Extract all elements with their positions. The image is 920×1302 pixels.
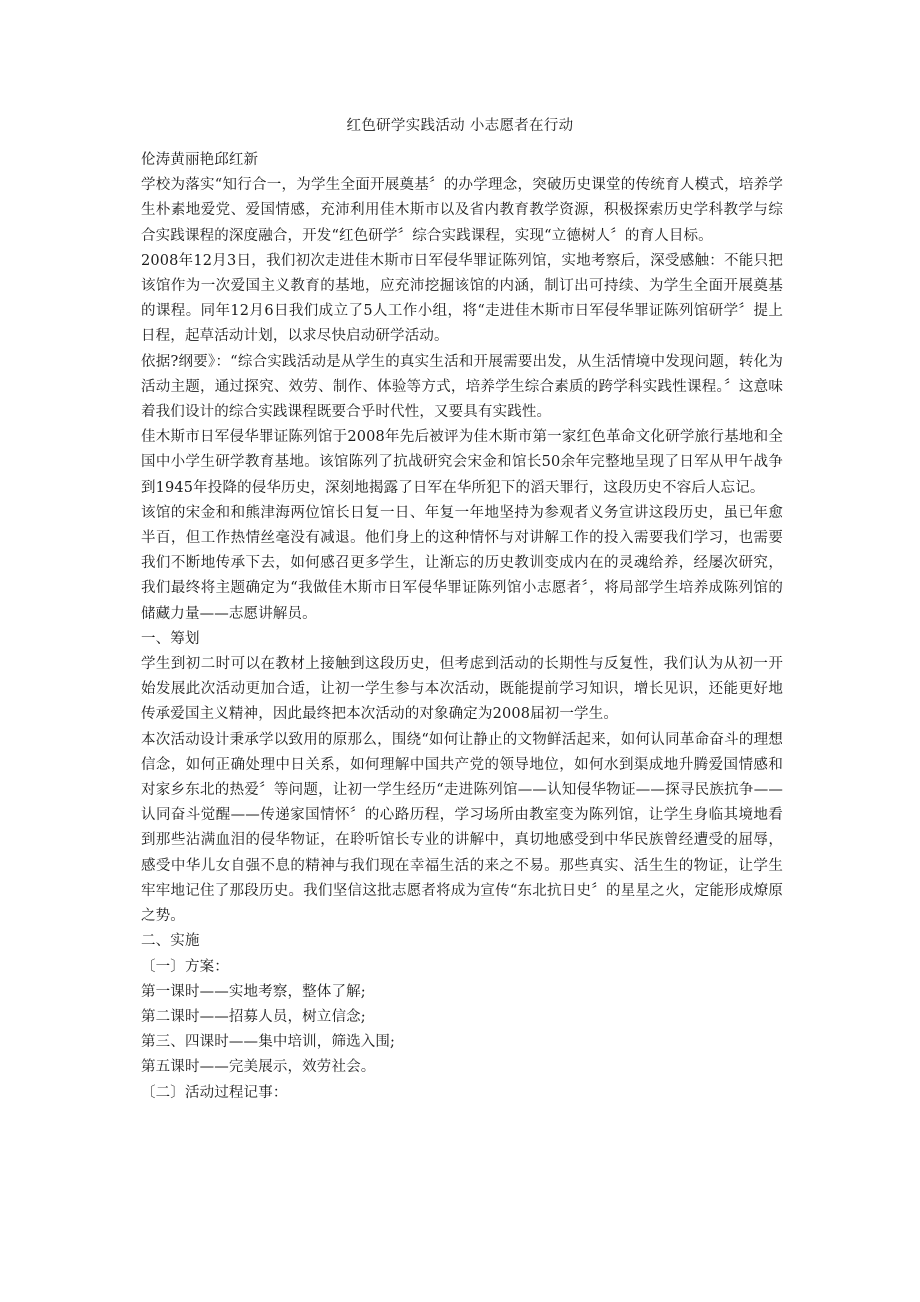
plan-item-lesson-3-4: 第三、四课时——集中培训，筛选入围; (141, 1034, 396, 1051)
page-title: 红色研学实践活动 小志愿者在行动 (346, 118, 574, 134)
paragraph-curators: 该馆的宋金和和熊津海两位馆长日复一日、年复一年地坚持为参观者义务宣讲这段历史，虽已年愈半百，但工作热情丝毫没有减退。他们身上的这种情怀与对讲解工作的投入需要我们学习，也需要我们不断地传承下去，如何感召更多学生，让渐忘的历史教训变成内在的灵魂给养，经屡次研究，我们最终将主题确定为“我做佳木斯市日军侵华罪证陈列馆小志愿者〞，将局部学生培养成陈列馆的储藏力量——志愿讲解员。 (141, 504, 783, 622)
plan-item-lesson-2: 第二课时——招募人员，树立信念; (141, 1008, 366, 1025)
paragraph-first-visit: 2008年12月3日，我们初次走进佳木斯市日军侵华罪证陈列馆，实地考察后，深受感触：不能只把该馆作为一次爱国主义教育的基地，应充沛挖掘该馆的内涵，制订出可持续、为学生全面开展奠基的课程。同年12月6日我们成立了5人工作小组，将“走进佳木斯市日军侵华罪证陈列馆研学〞提上日程，起草活动计划，以求尽快启动研学活动。 (141, 252, 783, 345)
subsection-heading-plan: 〔一〕方案： (141, 958, 229, 975)
paragraph-intro: 学校为落实“知行合一，为学生全面开展奠基〞的办学理念，突破历史课堂的传统育人模式，培养学生朴素地爱党、爱国情感，充沛利用佳木斯市以及省内教育教学资源，积极探索历史学科教学与综合实践课程的深度融合，开发“红色研学〞综合实践课程，实现“立德树人〞的育人目标。 (141, 177, 783, 244)
paragraph-museum-intro: 佳木斯市日军侵华罪证陈列馆于2008年先后被评为佳木斯市第一家红色革命文化研学旅行基地和全国中小学生研学教育基地。该馆陈列了抗战研究会宋金和馆长50余年完整地呈现了日军从甲午战争到1945年投降的侵华历史，深刻地揭露了日军在华所犯下的滔天罪行，这段历史不容后人忘记。 (141, 429, 783, 496)
paragraph-outline-basis: 依据?纲要》：“综合实践活动是从学生的真实生活和开展需要出发，从生活情境中发现问题，转化为活动主题，通过探究、效劳、制作、体验等方式，培养学生综合素质的跨学科实践性课程。〞这意味着我们设计的综合实践课程既要合乎时代性，又要具有实践性。 (141, 353, 783, 421)
plan-item-lesson-1: 第一课时——实地考察，整体了解; (141, 983, 366, 1000)
author-line: 伦涛黄丽艳邱红新 (141, 152, 259, 168)
paragraph-target-students: 学生到初二时可以在教材上接触到这段历史，但考虑到活动的长期性与反复性，我们认为从初一开始发展此次活动更加合适，让初一学生参与本次活动，既能提前学习知识，增长见识，还能更好地传承爱国主义精神，因此最终把本次活动的对象确定为2008届初一学生。 (141, 656, 783, 723)
section-heading-implementation: 二、实施 (141, 933, 200, 950)
section-heading-planning: 一、筹划 (141, 630, 200, 647)
paragraph-design-principle: 本次活动设计秉承学以致用的原那么，围绕“如何让静止的文物鲜活起来，如何认同革命奋斗的理想信念，如何正确处理中日关系，如何理解中国共产党的领导地位，如何水到渠成地升腾爱国情感和对家乡东北的热爱〞等问题，让初一学生经历“走进陈列馆——认知侵华物证——探寻民族抗争——认同奋斗觉醒——传递家国情怀〞的心路历程，学习场所由教室变为陈列馆，让学生身临其境地看到那些沾满血泪的侵华物证，在聆听馆长专业的讲解中，真切地感受到中华民族曾经遭受的屈辱，感受中华儿女自强不息的精神与我们现在幸福生活的来之不易。那些真实、活生生的物证，让学生牢牢地记住了那段历史。我们坚信这批志愿者将成为宣传“东北抗日史〞的星星之火，定能形成燎原之势。 (141, 731, 783, 925)
plan-item-lesson-5: 第五课时——完美展示，效劳社会。 (141, 1059, 376, 1076)
subsection-heading-process: 〔二〕活动过程记事： (141, 1084, 288, 1101)
article-body (141, 148, 783, 1106)
